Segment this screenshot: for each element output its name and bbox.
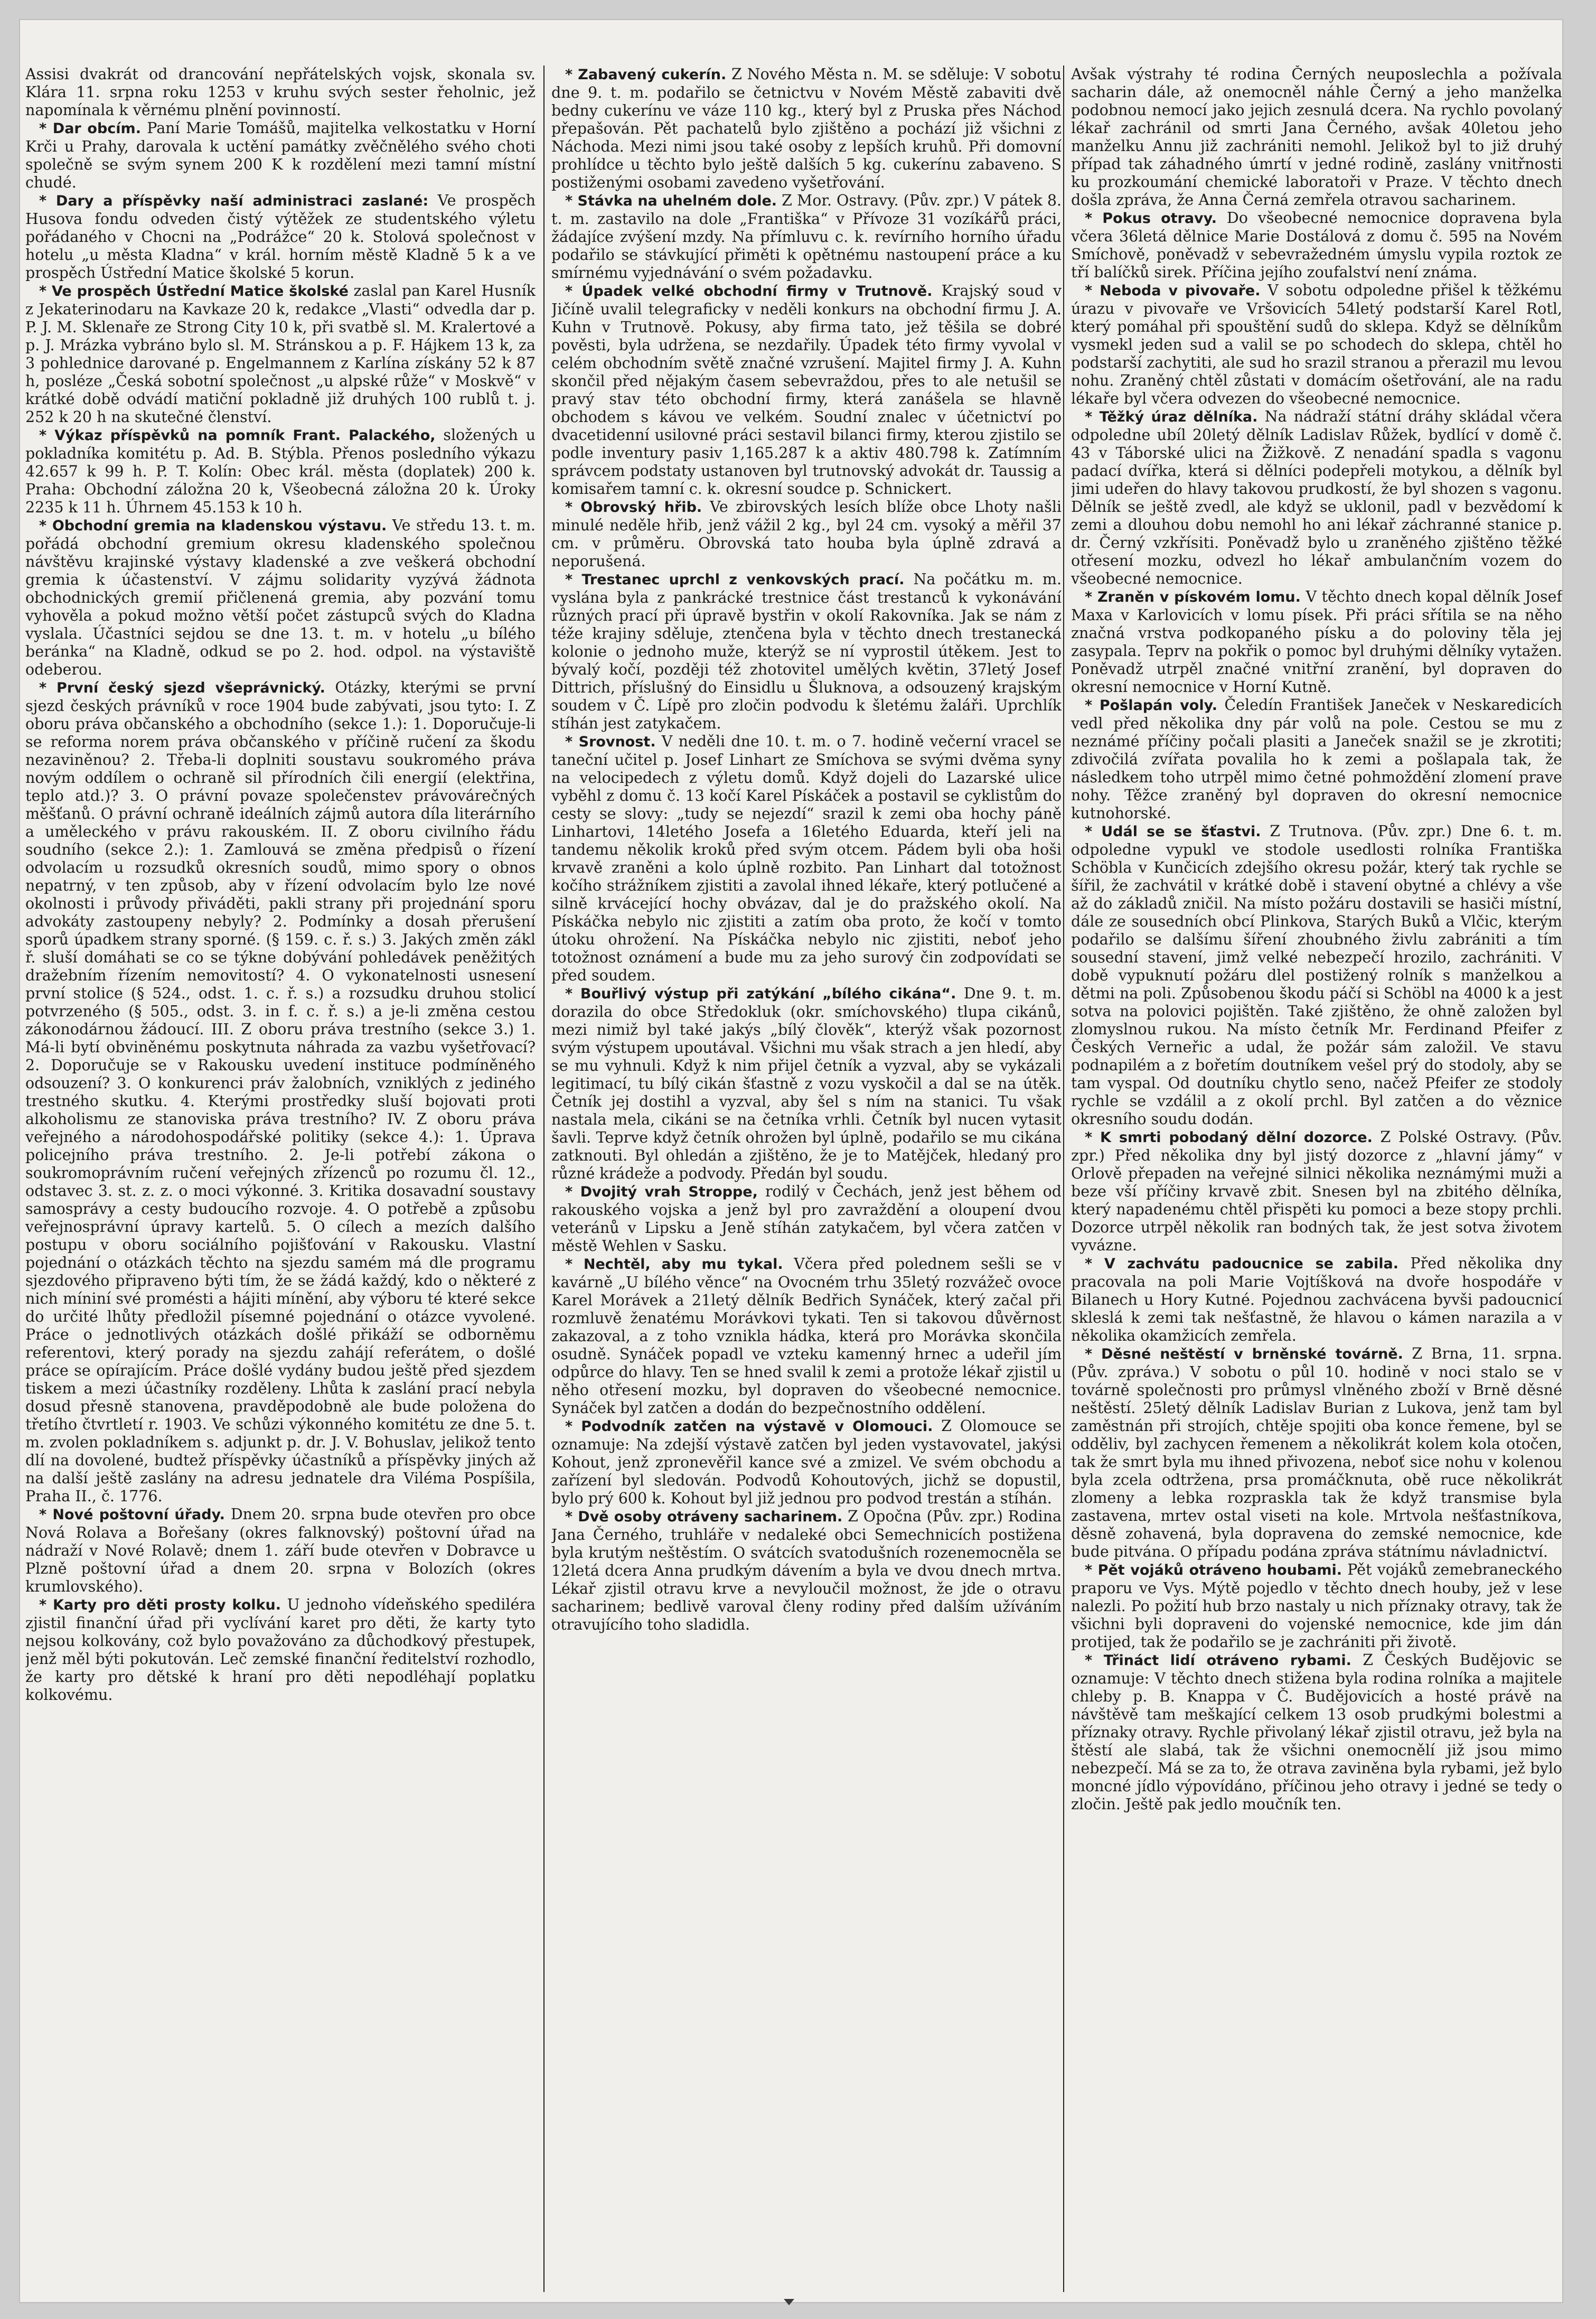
article-paragraph bbox=[1071, 1128, 1562, 1255]
article-text: složených u pokladníka komitétu p. Ad. B. Stýbla. Přenos posledního výkazu 42.657 k 99 h. P. T. Kolín: Obec král. města (doplatek) 200 k. Praha: Obchodní záložna 20 k, Všeobecná záložna 20 k. Úroky 2235 k 11 h. Úhrnem 45.153 k 10 h. bbox=[25, 426, 536, 516]
article-paragraph bbox=[551, 282, 1062, 498]
article-paragraph bbox=[1071, 282, 1562, 408]
article-heading: * Těžký úraz dělníka. bbox=[1085, 409, 1258, 425]
article-paragraph bbox=[25, 192, 536, 282]
article-heading: * Dvojitý vrah Stroppe, bbox=[565, 1184, 758, 1200]
article-heading: * Udál se se šťastvi. bbox=[1085, 824, 1261, 840]
article-text: Z Polské Ostravy. (Pův. zpr.) Před několika dny byl jistý dozorce z „hlavní jámy“ v Orlově přepaden na veřejné silnici několika neznámými muži a beze vší příčiny krvavě zbit. Snesen byl na zbitého dělníka, který napadenému chtěl přispěti ku pomoci a beze stopy prchli. Dozorce utrpěl několik ran bodných tak, že jest sotva životem vyvázne. bbox=[1071, 1128, 1562, 1254]
article-paragraph bbox=[551, 1255, 1062, 1417]
article-text: Krajský soud v Jičíně uvalil telegraficky v neděli konkurs na obchodní firmu J. A. Kuhn v Trutnově. Pokusy, aby firma tato, jež těšila se dobré pověsti, byla udržena, se nezdařily. Úpadek této firmy vyvolal v celém obchodním světě značné vzrušení. Majitel firmy J. A. Kuhn skončil před nějakým časem sebevraždou, přes to ale netušil se pravý stav této obchodní firmy, která zanášela se hlavně obchodem s kávou ve velkém. Soudní znalec v účetnictví po dvacetidenní usilovné práci sestavil bilanci firmy, kterou zjistilo se podle inventury pasiv 1,165.287 k a aktiv 480.798 k. Zatímním správcem podstaty ustanoven byl trutnovský advokát dr. Taussig a komisařem tamní c. k. okresní soudce p. Schnickert. bbox=[551, 282, 1062, 498]
article-heading: * V zachvátu padoucnice se zabila. bbox=[1085, 1256, 1398, 1272]
article-paragraph bbox=[1071, 1345, 1562, 1561]
article-heading: * Výkaz příspěvků na pomník Frant. Palackého, bbox=[39, 427, 436, 444]
article-paragraph bbox=[551, 66, 1062, 192]
article-paragraph bbox=[1071, 408, 1562, 588]
article-text: Z Nového Města n. M. se sděluje: V sobotu dne 9. t. m. podařilo se četnictvu v Novém Městě zabaviti dvě bedny cukerínu ve váze 110 kg., který byl z Pruska přes Náchod přepašován. Pět pachatelů bylo zjištěno a pochází již všichni z Náchoda. Mezi nimi jsou také osoby z lepších kruhů. Při domovní prohlídce u těchto bylo ještě dalších 5 kg. cukerínu zabaveno. S postiženými osobami zavedeno vyšetřování. bbox=[551, 66, 1062, 191]
newspaper-page bbox=[20, 20, 1562, 2302]
column-1 bbox=[25, 66, 536, 2292]
article-paragraph bbox=[25, 426, 536, 517]
article-heading: * Děsné neštěstí v brněnské továrně. bbox=[1085, 1346, 1403, 1362]
column-3 bbox=[1071, 66, 1562, 2292]
article-text: V těchto dnech kopal dělník Josef Maxa v Karlovicích v lomu písek. Při práci sřítila se na něho značná vrstva podkopaného písku a do poloviny těla jej zasypala. Teprv na pokřik o pomoc byl druhými dělníky vytažen. Poněvadž utrpěl značné vnitřní zranění, byl dopraven do okresní nemocnice v Horní Kutně. bbox=[1071, 588, 1562, 696]
article-heading: * Zabavený cukerín. bbox=[565, 67, 727, 83]
article-text: zaslal pan Karel Husník z Jekaterinodaru na Kavkaze 20 k, redakce „Vlasti“ odvedla dar p. P. J. M. Sklenaře ze Strong City 10 k, při svatbě sl. M. Kralertové a p. J. Mrázka vybráno bylo sl. M. Stránskou a p. F. Hájkem 13 k, za 3 pohlednice darované p. Engelmannem z Karlína získány 52 k 87 h, posléze „Česká sobotní společnost „u alpské růže“ v Moskvě“ v krátké době odvádí matiční pokladně již druhých 100 rublů t. j. 252 k 20 h na skutečné členství. bbox=[25, 282, 536, 426]
article-paragraph bbox=[551, 192, 1062, 282]
article-heading: * První český sjezd všeprávnický. bbox=[39, 680, 325, 696]
article-heading: * Dary a příspěvky naší administraci zaslané: bbox=[39, 193, 429, 209]
article-text: Čeledín František Janeček v Neskaredicích vedl před několika dny pár volů na pole. Cestou se mu z neznámé příčiny počali plasiti a Janeček snažil se je zkrotiti; zdivočilá zvířata povalila ho k zemi a pošlapala tak, že následkem toho utrpěl mimo četné pohmoždění zlomení prave nohy. Těžce zraněný byl dopraven do okresní nemocnice kutnohorské. bbox=[1071, 696, 1562, 822]
column-divider bbox=[543, 66, 544, 2292]
article-text: rodilý v Čechách, jenž jest během od rakouského vojska a jenž byl pro zavraždění a oloupení dvou veteránů v Lipsku a Jeně stíhán zatykačem, byl včera zatčen v městě Wehlen v Sasku. bbox=[551, 1183, 1062, 1255]
article-heading: * Obchodní gremia na kladenskou výstavu. bbox=[39, 518, 387, 534]
article-text: Do všeobecné nemocnice dopravena byla včera 36letá dělnice Marie Dostálová z domu č. 595 na Novém Smíchově, poněvadž v sebevražedném úmyslu vypila roztok ze tří balíčků sirek. Příčina jejího zoufalství není známa. bbox=[1071, 209, 1562, 281]
article-paragraph bbox=[551, 1417, 1062, 1508]
article-heading: * Pokus otravy. bbox=[1085, 210, 1217, 227]
article-heading: * Nechtěl, aby mu tykal. bbox=[565, 1256, 783, 1273]
article-text: Z Opočna (Pův. zpr.) Rodina Jana Černého, truhláře v nedaleké obci Semechnicích postižena byla krutým neštěstím. O svátcích svatodušních rozenemocněla se 12letá dcera Anna prudkým dávením a byla ve dvou dnech mrtva. Lékař zjistil otravu krve a nevyloučil možnost, že jde o otravu sacharinem; bedlivě varoval členy rodiny před dalším užíváním otravujícího toho sladidla. bbox=[551, 1508, 1062, 1633]
article-paragraph bbox=[25, 1506, 536, 1596]
article-text: Otázky, kterými se první sjezd českých právníků v roce 1904 bude zabývati, jsou tyto: I. Z oboru práva občanského a obchodního (sekce 1.): 1. Doporučuje-li se reforma norem práva občanského v příčině ručení za škodu nezaviněnou? 2. Třeba-li doplniti soustavu soukromého práva novým oddílem o ochraně sil přírodních čili energií (elektřina, teplo atd.)? 3. O právní povaze společenstev právovárečných měšťanů. O právní ochraně ideálních zájmů autora díla literárního a uměleckého v právu rakouském. II. Z oboru civilního řádu soudního (sekce 2.): 1. Zamlouvá se změna předpisů o řízení odvolacím u rozsudků okresních soudů, mimo spory o obnos nepatrný, v ten způsob, aby v řízení odvolacím bylo lze nové okolnosti i průvody přiváděti, pakli strany při projednání sporu advokáty zastoupeny nebyly? 2. Podmínky a dosah přerušení sporů úpadkem strany sporné. (§ 159. c. ř. s.) 3. Jakých změn zákl ř. sluší domáhati se co se týkne dobývání pohledávek peněžitých dražebním řízením nemovitostí? 4. O vykonatelnosti usnesení první stolice (§ 524., odst. 1. c. ř. s.) a rozsudku druhou stolicí potvrzeného (§ 505., odst. 3. in f. c. ř. s.) a je-li změna cestou zákonodárnou žádoucí. III. Z oboru práva trestního (sekce 3.) 1. Má-li bytí obviněnému poskytnuta náhrada za vazbu vyšetřovací? 2. Doporučuje se v Rakousku uvedení instituce podmíněného odsouzení? 3. O konkurenci práv žalobních, vzniklých z jediného trestného skutku. 4. Kterými prostředky sluší bojovati proti alkoholismu ze stanoviska práva trestního? IV. Z oboru práva veřejného a národohospodářské politiky (sekce 4.): 1. Úprava policejního práva trestního. 2. Je-li potřebí zákona o soukromoprávním ručení veřejných zřízenců po rozumu čl. 12., odstavec 3. st. z. z. o moci výkonné. 3. Kritika dosavadní soustavy samosprávy a cesty budoucího rozvoje. 4. O potřebě a způsobu veřejnosprávní úpravy kartelů. 5. O cílech a mezích dalšího postupu v oboru sociálního pojišťování v Rakousku. Vlastní pojednání o otázkách těchto na sjezdu samém má dle programu sjezdového připraveno býti tím, že se žádá každý, kdo o některé z nich míniní své promésti a hájiti mínění, aby výboru té které sekce do určité lhůty předložil písemné pojednání o otázce vyvolené. Práce o jednotlivých otázkách došlé přikáží se odborněmu referentovi, který porady na sjezdu zahájí referátem, o došlé práce se opírajícím. Práce došlé vydány budou ještě před sjezdem tiskem a mezi účastníky rozděleny. Lhůta k zaslání prací nebyla dosud přesně stanovena, pravděpodobně ale bude položena do třetího čtvrtletí r. 1903. Ve schůzi výkonného komitétu ze dne 5. t. m. zvolen pokladníkem s. adjunkt p. dr. J. V. Bohuslav, jelikož tento dlí na dovolené, budtež příspěvky účastníků a příspěvky jiných až na další ještě zaslány na adresu jednatele dra Viléma Pospíšila, Praha II., č. 1776. bbox=[25, 679, 536, 1505]
article-text: Paní Marie Tomášů, majitelka velkostatku v Horní Krči u Prahy, darovala k uctění památky zvěčnělého svého choti společně se svým synem 200 K k rozdělení mezi tamní místní chudé. bbox=[25, 119, 536, 191]
article-text: Před několika dny pracovala na poli Marie Vojtíšková na dvoře hospodáře v Bilanech u Hory Kutné. Pojednou zachvácena byvši padoucnicí skleslá k zemi tak nešťastně, že hlavou o kámen narazila a v několika okamžicích zemřela. bbox=[1071, 1255, 1562, 1344]
column-2 bbox=[551, 66, 1062, 2292]
article-text: V neděli dne 10. t. m. o 7. hodině večerní vracel se taneční učitel p. Josef Linhart ze Smíchova se svými dvěma syny na velocipedech z výletu domů. Když dojeli do Lazarské ulice vyběhl z domu č. 13 kočí Karel Pískáček a postavil se cyklistům do cesty se slovy: „tudy se nejezdí“ srazil k zemi oba hochy páně Linhartovi, 14letého Josefa a 16letého Eduarda, kteří jeli na tandemu několik kroků před svým otcem. Pádem byli oba hoši krvavě zraněni a kolo úplně rozbito. Pan Linhart dal totožnost kočího strážníkem zjistiti a zavolal ihned lékaře, který potlučené a silně krvácející hochy obvázav, dal je do pražského okolí. Na Pískáčka nebylo nic zjistiti a zatím oba proto, že kočí v tomto útoku ohrožení. Na Pískáčka nebylo nic zjistiti, neboť jeho totožnost oznámení a bude mu za jeho surový čin zodpovídati se před soudem. bbox=[551, 733, 1062, 984]
article-paragraph bbox=[1071, 1561, 1562, 1651]
article-heading: * Karty pro děti prosty kolku. bbox=[39, 1597, 281, 1613]
article-paragraph bbox=[1071, 822, 1562, 1128]
article-heading: * Bouřlivý výstup při zatýkání „bílého cikána“. bbox=[565, 986, 956, 1002]
article-text: Dne 9. t. m. dorazila do obce Středokluk (okr. smíchovského) tlupa cikánů, mezi nimiž byl také jakýs „bílý člověk“, kterýž však pozornost svým výstupem upoutával. Všichni mu však strach a jen hledí, aby se mu vyhnuli. Když k nim přijel četník a vyzval, aby se vykázali legitimací, tu bílý cikán šťastně z vozu vyskočil a dal se na útěk. Četník jej dostihl a vyzval, aby šel s ním na stanici. Tu však nastala mela, cikáni se na četníka vrhli. Četník byl nucen vytasit šavli. Teprve když četník ohrožen byl úplně, podařilo se mu cikána zatknouti. Byl ohledán a zjištěno, že je to Matějček, hledaný pro různé krádeže a podvody. Předán byl soudu. bbox=[551, 985, 1062, 1182]
article-text: Dnem 20. srpna bude otevřen pro obce Nová Rolava a Bořešany (okres falknovský) poštovní úřad na nádraží v Nové Rolavě; dnem 1. září bude otevřen v Dobravce u Plzně poštovní úřad a dnem 20. srpna v Bolozích (okres krumlovského). bbox=[25, 1506, 536, 1595]
article-heading: * Zraněn v pískovém lomu. bbox=[1085, 589, 1301, 605]
article-paragraph bbox=[25, 119, 536, 192]
article-heading: * Třináct lidí otráveno rybami. bbox=[1085, 1652, 1351, 1669]
article-heading: * Neboda v pivovaře. bbox=[1085, 283, 1261, 299]
article-heading: * Úpadek velké obchodní firmy v Trutnově. bbox=[565, 283, 933, 300]
article-heading: * Obrovský hřib. bbox=[565, 499, 702, 516]
article-text: Na počátku m. m. vyslána byla z pankrácké trestnice část trestanců k vykonávání různých prací při úpravě bystřin v okolí Rakovníka. Jak se nám z téže krajiny sděluje, ztenčena byla v těchto dnech trestanecká kolonie o jednoho muže, kterýž se ní vyprostil útěkem. Jest to bývalý kočí, později též zhotovitel umělých květin, 37letý Josef Dittrich, příslušný do Einsidlu u Šluknova, a odsouzený krajským soudem v Č. Lípě pro zločin podvodu k šletému žaláři. Uprchlík stíhán jest zatykačem. bbox=[551, 571, 1062, 732]
article-paragraph bbox=[25, 66, 536, 119]
article-text: Avšak výstrahy té rodina Černých neuposlechla a požívala sacharin dále, až onemocněl náhle Černý a jeho manželka podobnou nemocí jako jejich zesnulá dcera. Na rychlo povolaný lékař zachránil od smrti Jana Černého, avšak 40letou jeho manželku Annu již zachrániti nemohl. Jelikož byl to již druhý případ tak záhadného úmrtí v jedné rodině, zaslány vnitřnosti ku prozkoumání chemické laboratoři v Praze. V těchto dnech došla zpráva, že Anna Černá zemřela otravou sacharinem. bbox=[1071, 66, 1562, 209]
article-paragraph bbox=[1071, 696, 1562, 822]
article-text: Z Brna, 11. srpna. (Pův. zpráva.) V sobotu o půl 10. hodině v noci stalo se v továrně společnosti pro průmysl vlněného zboží v Brně děsné neštěstí. 25letý dělník Ladislav Burian z Lukova, jenž tam byl zaměstnán při strojích, chtěje spojiti oba konce řemene, byl se odděliv, byl zachycen řemenem a několikrát kolem kola otočen, tak že smrt byla mu ihned přivozena, neboť sice nohu v kolenou byla zcela odtržena, prsa promáčknuta, obě ruce několikrát zlomeny a lebka rozpraskla tak že když transmise byla zastavena, mrtev ostal viseti na kole. Mrtvola nešťastníkova, děsně zohavená, byla dopravena do zemské nemocnice, kde bude pitvána. O případu podána zpráva státnímu návladnictví. bbox=[1071, 1345, 1562, 1560]
article-text: Z Mor. Ostravy. (Pův. zpr.) V pátek 8. t. m. zastavilo na dole „Františka“ v Přívoze 31 vozíkářů práci, žádajíce zvýšení mzdy. Na přímluvu c. k. revírního horního úřadu podařilo se stávkující přiměti k opětnému nastoupení práce a ku smírnému vyjednávání o svém požadavku. bbox=[551, 192, 1062, 282]
article-text: Pět vojáků zemebraneckého praporu ve Vys. Mýtě pojedlo v těchto dnech houby, jež v lese nalezli. Po požití hub brzo nastaly u nich příznaky otravy, tak že všichni byli dopraveni do vojenské nemocnice, kde jim dán protijed, tak že podařilo se je zachrániti při životě. bbox=[1071, 1561, 1562, 1651]
article-heading: * Ve prospěch Ústřední Matice školské bbox=[39, 283, 349, 300]
article-heading: * Dar obcím. bbox=[39, 120, 141, 137]
article-text: Z Olomouce se oznamuje: Na zdejší výstavě zatčen byl jeden vystavovatel, jakýsi Kohout, jenž zpronevěřil kance své a zmizel. Ve svém obchodu a zařízení byl sledován. Podvodů Kohoutových, jichž se dopustil, bylo prý 600 k. Kohout byl již jednou pro podvod trestán a stíhán. bbox=[551, 1417, 1062, 1507]
article-heading: * K smrti pobodaný dělní dozorce. bbox=[1085, 1129, 1373, 1146]
article-paragraph bbox=[1071, 66, 1562, 209]
article-text: Z Českých Budějovic se oznamuje: V těchto dnech stižena byla rodina rolníka a majitele chleby p. B. Knappa v Č. Budějovicích a hosté právě na návštěvě tam meškající celkem 13 osob prudkými bolestmi a příznaky otravy. Rychle přivolaný lékař zjistil otravu, jež byla na štěstí ale slabá, tak že všichni onemocnělí již jsou mimo nebezpečí. Má se za to, že otrava zaviněna byla rybami, jež bylo moncné jídlo výpovídáno, příčinou jeho otravy i jedné se tedy o zločin. Ještě pak jedlo moučník ten. bbox=[1071, 1651, 1562, 1813]
article-paragraph bbox=[1071, 1651, 1562, 1813]
article-heading: * Nové poštovní úřady. bbox=[39, 1507, 225, 1523]
triangle-icon bbox=[784, 2299, 794, 2305]
article-paragraph bbox=[25, 282, 536, 426]
article-text: Včera před polednem sešli se v kavárně „U bílého věnce“ na Ovocném trhu 35letý rozvážeč ovoce Karel Morávek a 21letý dělník Bedřich Synáček, který začal při rozmluvě ženatému Morávkovi tykati. Ten si takovou důvěrnost zakazoval, a z toho vznikla hádka, která pro Morávka skončila osudně. Synáček popadl ve vzteku kamenný hrnec a udeřil jím odpůrce do hlavy. Ten se hned svalil k zemi a protože lékař zjistil u něho otřesení mozku, byl dopraven do všeobecné nemocnice. Synáček byl zatčen a dodán do bezpečnostního oddělení. bbox=[551, 1255, 1062, 1417]
article-paragraph bbox=[551, 733, 1062, 985]
article-paragraph bbox=[551, 498, 1062, 571]
article-paragraph bbox=[551, 571, 1062, 733]
article-text: V sobotu odpoledne přišel k těžkému úrazu v pivovaře ve Vršovicích 54letý podstarší Karel Rotl, který pomáhal při spouštění sudů do sklepa. Když se dělníkům vysmekl jeden sud a valil se po schodech do sklepa, chtěl ho podstarší zachytiti, ale sud ho srazil stranou a přerazil mu levou nohu. Zraněný chtěl zůstati v domácím ošetřování, ale na radu lékaře byl včera odvezen do všeobecné nemocnice. bbox=[1071, 282, 1562, 407]
article-heading: * Pět vojáků otráveno houbami. bbox=[1085, 1562, 1342, 1578]
article-text: Z Trutnova. (Pův. zpr.) Dne 6. t. m. odpoledne vypukl ve stodole usedlosti rolníka Františka Schöbla v Kunčicích zdejšího okresu požár, který tak rychle se šířil, že zachvátil v krátké době i stavení obytné a chlévy a vše až do základů zničil. Na místo požáru dostavili se hasiči místní, dále ze sousedních obcí Plinkova, Starých Buků a Vlčic, kterým podařilo se dalšímu šíření zhoubného živlu zabrániti a tím sousední stavení, jimž velké nebezpečí hrozilo, zachrániti. V době vypuknutí požáru dlel postižený rolník s manželkou a dětmi na poli. Způsobenou škodu páčí si Schöbl na 4000 k a jest sotva na polovici pojištěn. Také zjištěno, že ohně založen byl zlomyslnou rukou. Na místo četník Mr. Ferdinand Pfeifer z Českých Verneřic a udal, že požár sám založil. Ve stavu podnapilém a z bořetím doutníkem vešel prý do stodoly, aby se tam vyspal. Od doutníku chytlo seno, načež Pfeifer ze stodoly rychle se vzdálil a z okolí prchl. Byl zatčen a do věznice okresního soudu dodán. bbox=[1071, 822, 1562, 1128]
article-text: Na nádraží státní dráhy skládal včera odpoledne ubíl 20letý dělník Ladislav Růžek, bydlící v domě č. 43 v Táborské ulici na Žižkově. Z nenadání spadla s vagonu padací dvířka, která si dělníci podepřeli motykou, a dělník byl jimi udeřen do hlavy takovou prudkostí, že byl shozen s vagonu. Dělník se ještě zvedl, ale když se uklonil, padl v bezvědomí k zemi a dlouhou dobu nemohl ho ani lékař záchranné stanice p. dr. Černý vzkřísiti. Poněvadž bylo u zraněného zjištěno těžké otřesení mozku, odvezl ho lékař ambulančním vozem do všeobecné nemocnice. bbox=[1071, 408, 1562, 587]
article-text: U jednoho vídeňského spediléra zjistil finanční úřad při vyclívání karet pro děti, že karty tyto nejsou kolkovány, což bylo považováno za důchodkový přestupek, jenž měl býti pokutován. Leč zemské finanční ředitelství rozhodlo, že karty pro dětské k hraní pro děti nepodléhají poplatku kolkovému. bbox=[25, 1596, 536, 1704]
article-heading: * Dvě osoby otráveny sacharinem. bbox=[565, 1509, 843, 1525]
article-paragraph bbox=[25, 517, 536, 679]
article-heading: * Podvodník zatčen na výstavě v Olomouci. bbox=[565, 1418, 933, 1435]
article-text: Ve prospěch Husova fondu odveden čistý výtěžek ze studentského výletu pořádaného v Chocni na „Podrážce“ 20 k. Stolová společnost v hotelu „u města Kladna“ v král. horním městě Kladně 5 k a ve prospěch Ústřední Matice školské 5 korun. bbox=[25, 192, 536, 282]
article-paragraph bbox=[551, 1508, 1062, 1634]
article-heading: * Stávka na uhelném dole. bbox=[565, 193, 777, 209]
article-paragraph bbox=[1071, 209, 1562, 282]
article-heading: * Pošlapán voly. bbox=[1085, 697, 1217, 714]
article-paragraph bbox=[25, 1596, 536, 1704]
article-text: Ve zbirovských lesích blíže obce Lhoty našli minulé neděle hřib, jenž vážil 2 kg., byl 24 cm. vysoký a měřil 37 cm. v průměru. Obrovská tato houba byla úplně zdravá a neporušená. bbox=[551, 498, 1062, 570]
article-paragraph bbox=[1071, 588, 1562, 696]
article-paragraph bbox=[551, 1183, 1062, 1255]
article-heading: * Srovnost. bbox=[565, 734, 656, 750]
article-paragraph bbox=[1071, 1255, 1562, 1345]
column-divider bbox=[1063, 66, 1064, 2292]
article-heading: * Trestanec uprchl z venkovských prací. bbox=[565, 572, 905, 588]
article-text: Ve středu 13. t. m. pořádá obchodní gremium okresu kladenského společnou návštěvu krajinské výstavy kladenské a zve veškerá obchodní gremia k účastenství. V zájmu solidarity vyzývá žádnota obchodnických gremií přičlenená gremia, aby pozvání tomu vyhověla a pokud možno větší počet zástupců svých do Kladna vyslala. Účastníci sejdou se dne 13. t. m. v hotelu „u bílého beránka“ na Kladně, odkud se po 2. hod. odpol. na výstaviště odeberou. bbox=[25, 517, 536, 678]
article-text: Assisi dvakrát od drancování nepřátelských vojsk, skonala sv. Klára 11. srpna roku 1253 v kruhu svých sester řeholnic, jež napomínala k věrnému plnění povinností. bbox=[25, 66, 536, 119]
article-paragraph bbox=[25, 679, 536, 1506]
article-paragraph bbox=[551, 985, 1062, 1183]
